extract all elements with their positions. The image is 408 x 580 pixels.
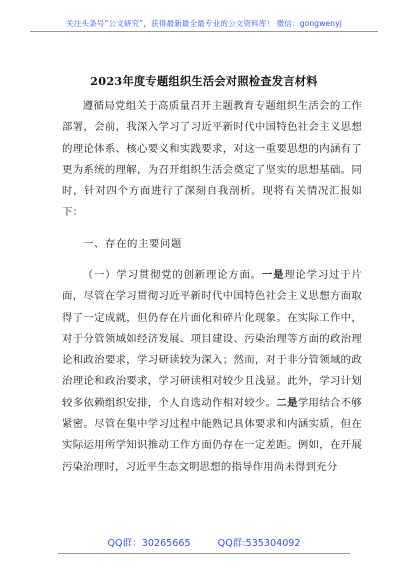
section-heading: 一、存在的主要问题 xyxy=(83,238,182,250)
footer-divider xyxy=(58,553,350,554)
point-text-one: 理论学习过于片面，尽管在学习贯彻习近平新时代中国特色社会主义思想方面取得了一定成就，但仍存在片面化和碎片化现象。在实际工作中，对于分管领域如经济发展、项目建设、污染治理等方面的政治理论和政治要求，学习研读较为深入；然而，对于非分管领域的政治理论和政治要求，学习研读相对较少且浅显。此外，学习计划较多依赖组织安排，个人自选动作相对较少。 xyxy=(62,269,363,409)
point-marker-one: 一是 xyxy=(261,269,285,281)
document-title: 2023年度专题组织生活会对照检查发言材料 xyxy=(90,74,318,88)
paragraph-prefix: （一）学习贯彻党的创新理论方面。 xyxy=(82,269,262,281)
point-text-two: 学用结合不够紧密。尽管在集中学习过程中能熟记具体要求和内涵实质，但在实际运用所学知识推动工作方面仍存在一定差距。例如，在开展污染治理时，习近平生态文明思想的指导作用尚未得到充分 xyxy=(62,396,362,473)
header-divider xyxy=(30,31,378,32)
header-banner: 关注头条号“公文研究”，获得最新最全最专业的公文资料库！ 微信：gongwenyj xyxy=(66,19,342,28)
intro-paragraph: 遵循局党组关于高质量召开主题教育专题组织生活会的工作部署，会前，我深入学习了习近平新时代中国特色社会主义思想的理论体系、核心要义和实践要求，对这一重要思想的内涵有了更为系统的理解，为召开组织生活会奠定了坚实的思想基础。同时，针对四个方面进行了深刻自我剖析。现将有关情况汇报如下： xyxy=(62,100,362,219)
footer-qq-group-1: QQ群：30265665 xyxy=(107,538,191,549)
body-paragraph xyxy=(62,265,362,478)
footer-contact xyxy=(0,535,408,549)
footer-qq-group-2: QQ群:535304092 xyxy=(217,538,301,549)
point-marker-two: 二是 xyxy=(276,396,298,409)
